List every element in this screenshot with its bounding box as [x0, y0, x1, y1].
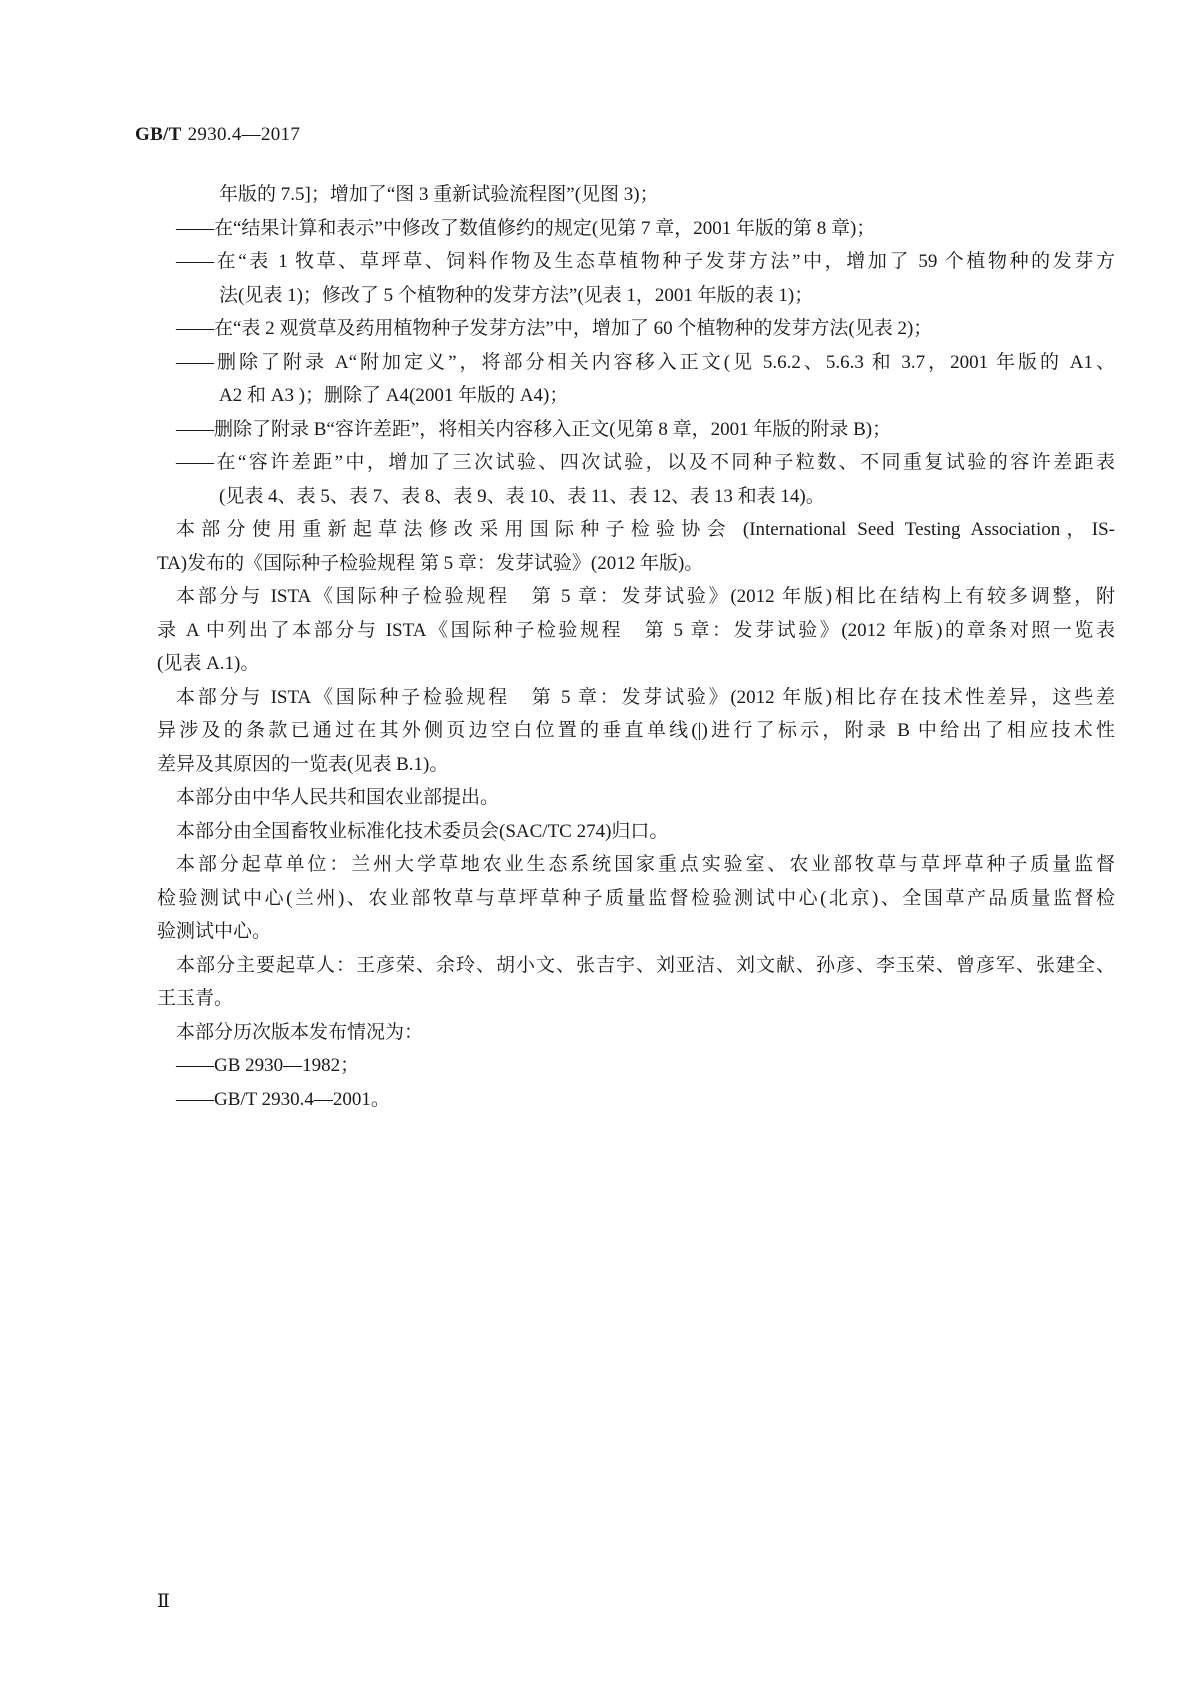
- text-line: 本部分主要起草人：王彦荣、余玲、胡小文、张吉宇、刘亚洁、刘文献、孙彦、李玉荣、曾彦军、张建全、: [176, 954, 1115, 976]
- text-line: 异涉及的条款已通过在其外侧页边空白位置的垂直单线(|)进行了标示，附录 B 中给出了相应技术性: [157, 720, 1115, 741]
- list-item-line: ——删除了附录 B“容许差距”，将相关内容移入正文(见第 8 章，2001 年版的附录 B)；: [176, 418, 892, 440]
- text-line: 验测试中心。: [157, 921, 272, 942]
- text-line: 本部分与 ISTA《国际种子检验规程 第 5 章：发芽试验》(2012 年版)相比存在技术性差异，这些差: [176, 686, 1115, 708]
- list-item-line: ——在“容许差距”中，增加了三次试验、四次试验，以及不同种子粒数、不同重复试验的容许差距表: [176, 452, 1115, 473]
- text-line: 检验测试中心(兰州)、农业部牧草与草坪草种子质量监督检验测试中心(北京)、全国草产品质量监督检: [157, 887, 1115, 909]
- text-line: A2 和 A3 )；删除了 A4(2001 年版的 A4)；: [219, 385, 569, 406]
- document-header: [135, 124, 300, 146]
- page-number: Ⅱ: [157, 1591, 170, 1612]
- text-line: 本部分起草单位：兰州大学草地农业生态系统国家重点实验室、农业部牧草与草坪草种子质量监督: [176, 854, 1115, 875]
- standard-prefix: GB/T: [135, 124, 182, 145]
- text-line: 年版的 7.5]；增加了“图 3 重新试验流程图”(见图 3)；: [219, 184, 659, 205]
- text-line: 法(见表 1)；修改了 5 个植物种的发芽方法”(见表 1，2001 年版的表 1)；: [219, 284, 814, 306]
- list-item-line: ——GB/T 2930.4—2001。: [176, 1088, 390, 1110]
- text-line: 录 A 中列出了本部分与 ISTA《国际种子检验规程 第 5 章：发芽试验》(2012 年版)的章条对照一览表: [157, 619, 1115, 641]
- text-line: 本部分历次版本发布情况为：: [176, 1021, 424, 1043]
- text-line: TA)发布的《国际种子检验规程 第 5 章：发芽试验》(2012 年版)。: [157, 552, 704, 574]
- text-line: (见表 A.1)。: [157, 653, 260, 674]
- text-line: 本部分使用重新起草法修改采用国际种子检验协会 (International Seed Testing Association，IS-: [176, 519, 1115, 540]
- text-line: 差异及其原因的一览表(见表 B.1)。: [157, 753, 449, 775]
- text-line: (见表 4、表 5、表 7、表 8、表 9、表 10、表 11、表 12、表 13 和表 14)。: [219, 485, 825, 507]
- text-line: 王玉青。: [157, 988, 234, 1009]
- text-line: 本部分由中华人民共和国农业部提出。: [176, 787, 500, 808]
- list-item-line: ——GB 2930—1982；: [176, 1055, 360, 1076]
- list-item-line: ——在“表 2 观赏草及药用植物种子发芽方法”中，增加了 60 个植物种的发芽方法(见表 2)；: [176, 318, 933, 339]
- standard-number: 2930.4—2017: [187, 124, 301, 145]
- list-item-line: ——在“表 1 牧草、草坪草、饲料作物及生态草植物种子发芽方法”中，增加了 59 个植物种的发芽方: [176, 251, 1115, 272]
- list-item-line: ——在“结果计算和表示”中修改了数值修约的规定(见第 7 章，2001 年版的第 8 章)；: [176, 217, 876, 239]
- text-line: 本部分与 ISTA《国际种子检验规程 第 5 章：发芽试验》(2012 年版)相比在结构上有较多调整，附: [176, 586, 1115, 607]
- list-item-line: ——删除了附录 A“附加定义”，将部分相关内容移入正文(见 5.6.2、5.6.3 和 3.7，2001 年版的 A1、: [176, 351, 1115, 373]
- text-line: 本部分由全国畜牧业标准化技术委员会(SAC/TC 274)归口。: [176, 820, 669, 842]
